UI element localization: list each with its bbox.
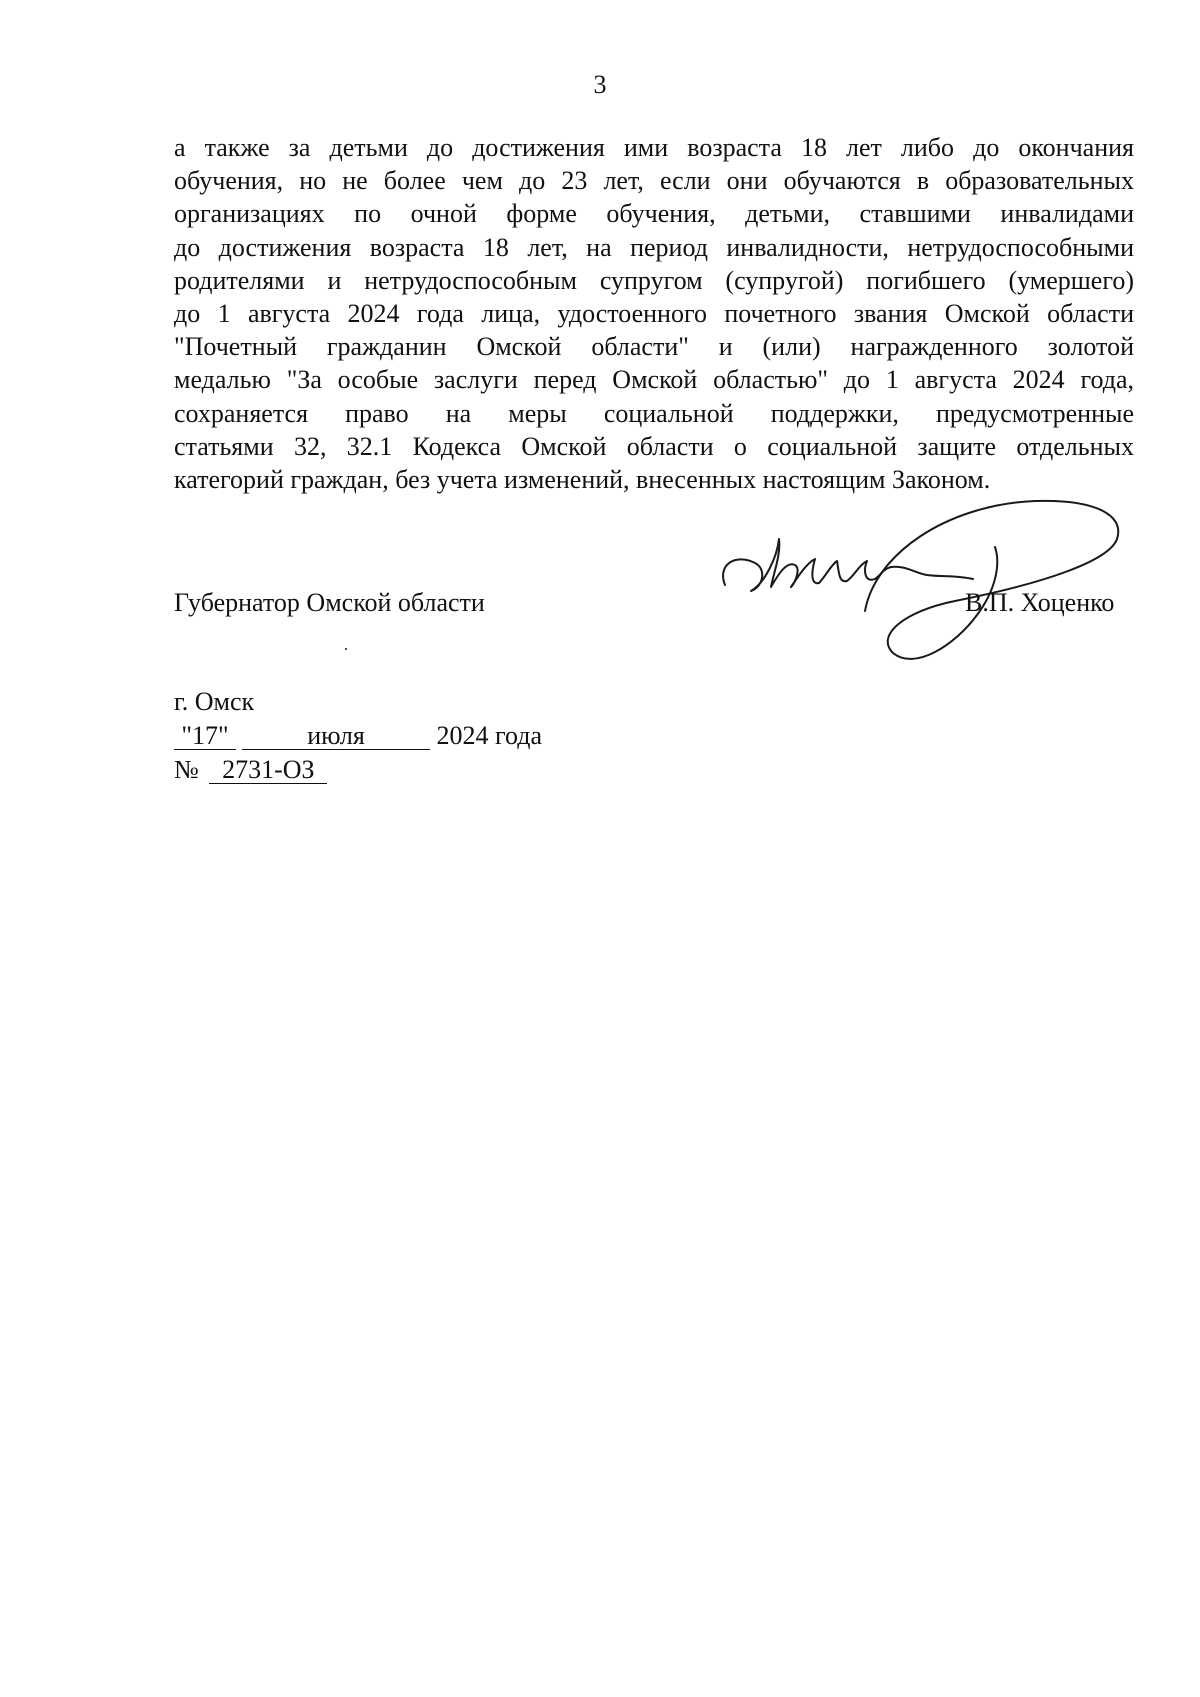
- body-line: до 1 августа 2024 года лица, удостоенного почетного звания Омской области: [174, 299, 1134, 329]
- body-line: "Почетный гражданин Омской области" и (или) награжденного золотой: [174, 332, 1134, 362]
- date-month: июля: [242, 723, 430, 750]
- scan-speck: [345, 648, 347, 650]
- body-line: обучения, но не более чем до 23 лет, если они обучаются в образовательных: [174, 166, 1134, 196]
- place-of-signing: г. Омск: [174, 687, 255, 716]
- body-line: категорий граждан, без учета изменений, внесенных настоящим Законом.: [174, 465, 991, 495]
- body-line: до достижения возраста 18 лет, на период инвалидности, нетрудоспособными: [174, 232, 1134, 262]
- date-day-field: [174, 723, 236, 750]
- governor-title: Губернатор Омской области: [174, 588, 485, 617]
- date-year: 2024 года: [436, 721, 543, 750]
- body-line: а также за детьми до достижения ими возраста 18 лет либо до окончания: [174, 133, 1134, 162]
- body-line: сохраняется право на меры социальной поддержки, предусмотренные: [174, 398, 1134, 428]
- law-number-line: [174, 754, 327, 786]
- body-line: родителями и нетрудоспособным супругом (супругой) погибшего (умершего): [174, 265, 1134, 295]
- date-open-quote: ": [181, 721, 192, 750]
- body-paragraph: [174, 131, 1134, 496]
- body-line: организациях по очной форме обучения, детьми, ставшими инвалидами: [174, 199, 1134, 229]
- body-line: статьями 32, 32.1 Кодекса Омской области о социальной защите отдельных: [174, 431, 1134, 461]
- page-number: 3: [593, 70, 607, 99]
- body-line: медалью "За особые заслуги перед Омской областью" до 1 августа 2024 года,: [174, 365, 1134, 395]
- law-number: 2731-ОЗ: [209, 757, 327, 784]
- date-day: 17: [192, 721, 218, 750]
- signing-date: [174, 720, 542, 752]
- handwritten-signature: [715, 495, 1135, 665]
- governor-name: В.П. Хоценко: [965, 588, 1115, 617]
- number-sign: №: [174, 755, 199, 784]
- date-close-quote: ": [218, 721, 229, 750]
